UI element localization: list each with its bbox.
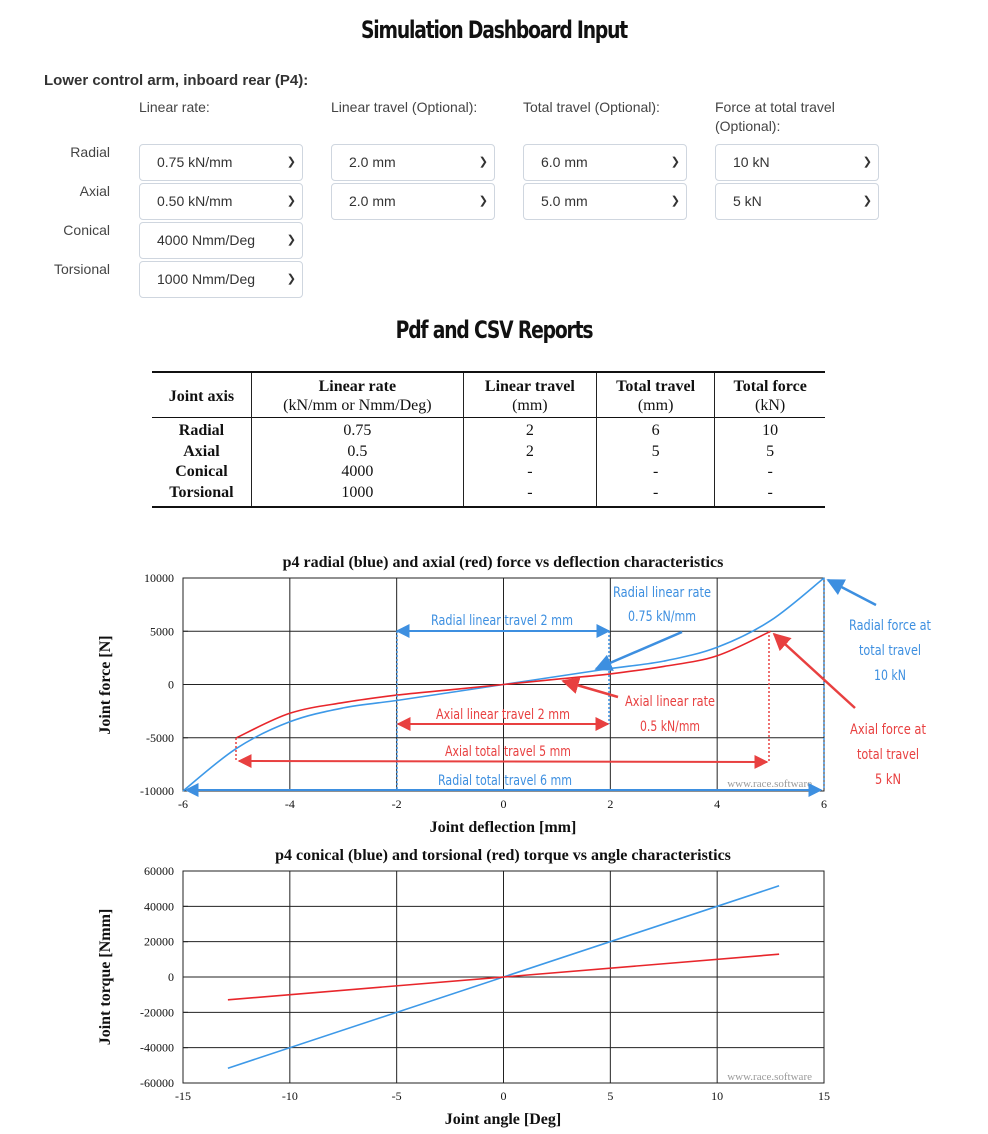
select-value: 5.0 mm xyxy=(541,193,588,209)
select-value: 10 kN xyxy=(733,154,770,170)
torsional-linear-rate-select[interactable] xyxy=(139,261,303,298)
table-row: Conical 4000 - - - xyxy=(152,462,825,483)
axial-linear-rate-select[interactable] xyxy=(139,183,303,220)
axial-force-total-arrow xyxy=(774,634,855,708)
x-tick-label: 6 xyxy=(821,797,827,811)
column-header-linear-travel: Linear travel (Optional): xyxy=(331,99,478,115)
watermark: www.race.software xyxy=(727,778,812,790)
select-value: 1000 Nmm/Deg xyxy=(157,271,256,287)
axial-force-total-label: Axial force at xyxy=(850,722,927,738)
radial-linear-rate-value: 0.75 kN/mm xyxy=(628,609,696,625)
radial-force-total-label: total travel xyxy=(859,643,921,659)
x-tick-label: -6 xyxy=(178,797,188,811)
form-title: Lower control arm, inboard rear (P4): xyxy=(44,72,309,89)
x-tick-label: 10 xyxy=(711,1089,724,1103)
x-tick-label: -2 xyxy=(391,797,402,811)
select-value: 6.0 mm xyxy=(541,154,588,170)
y-tick-label: 10000 xyxy=(144,571,174,585)
x-tick-label: 0 xyxy=(500,1089,507,1103)
force-deflection-chart xyxy=(0,540,988,840)
y-tick-label: 40000 xyxy=(144,899,174,914)
row-label-torsional: Torsional xyxy=(53,261,110,277)
radial-force-total-arrow xyxy=(828,580,876,605)
table-header: Joint axis xyxy=(152,372,251,418)
y-tick-label: 0 xyxy=(168,970,174,984)
table-row: Axial 0.5 2 5 5 xyxy=(152,442,825,463)
row-label-radial: Radial xyxy=(70,144,110,160)
dashboard-title: Simulation Dashboard Input xyxy=(360,16,628,44)
chevron-down-icon: ❯ xyxy=(286,195,296,207)
x-tick-label: 2 xyxy=(607,797,614,811)
table-header: Linear rate (kN/mm or Nmm/Deg) xyxy=(251,372,463,418)
axial-force-total-label: total travel xyxy=(857,747,919,763)
y-axis-label: Joint torque [Nmm] xyxy=(97,908,114,1046)
chevron-down-icon: ❯ xyxy=(286,273,296,285)
y-axis-label: Joint force [N] xyxy=(97,635,114,735)
chevron-down-icon: ❯ xyxy=(670,156,680,168)
y-tick-label: -40000 xyxy=(140,1040,174,1055)
y-tick-label: 5000 xyxy=(150,624,174,639)
table-header: Linear travel (mm) xyxy=(463,372,596,418)
axial-total-travel-select[interactable] xyxy=(523,183,687,220)
x-tick-label: -4 xyxy=(284,797,295,811)
chevron-down-icon: ❯ xyxy=(862,156,872,168)
x-tick-label: 4 xyxy=(714,797,721,811)
select-value: 2.0 mm xyxy=(349,154,396,170)
x-tick-label: -10 xyxy=(281,1089,298,1103)
column-header-force-total: Force at total travel (Optional): xyxy=(715,99,835,134)
axial-force-total-select[interactable] xyxy=(715,183,879,220)
radial-total-travel-label: Radial total travel 6 mm xyxy=(438,773,572,789)
select-value: 0.75 kN/mm xyxy=(157,154,233,170)
radial-force-total-label: Radial force at xyxy=(849,618,932,634)
chart-title: p4 conical (blue) and torsional (red) torque vs angle characteristics xyxy=(275,847,731,864)
radial-force-total-value: 10 kN xyxy=(874,668,906,684)
row-label-axial: Axial xyxy=(79,183,110,199)
reports-title: Pdf and CSV Reports xyxy=(395,316,593,344)
select-value: 4000 Nmm/Deg xyxy=(157,232,256,248)
table-row: Torsional 1000 - - - xyxy=(152,483,825,507)
torque-angle-chart xyxy=(0,840,988,1134)
column-header-linear-rate: Linear rate: xyxy=(139,99,210,115)
radial-linear-travel-select[interactable] xyxy=(331,144,495,181)
axial-linear-travel-select[interactable] xyxy=(331,183,495,220)
report-table xyxy=(152,371,825,508)
axial-linear-rate-value: 0.5 kN/mm xyxy=(640,719,700,735)
select-value: 2.0 mm xyxy=(349,193,396,209)
x-axis-label: Joint deflection [mm] xyxy=(429,819,577,836)
table-header: Total travel (mm) xyxy=(596,372,714,418)
y-tick-label: -5000 xyxy=(146,730,174,745)
chevron-down-icon: ❯ xyxy=(670,195,680,207)
x-tick-label: -15 xyxy=(175,1089,191,1103)
row-label-conical: Conical xyxy=(63,222,110,238)
chevron-down-icon: ❯ xyxy=(478,156,488,168)
axial-total-travel-label: Axial total travel 5 mm xyxy=(445,744,571,760)
y-tick-label: -20000 xyxy=(140,1005,174,1020)
table-header: Total force (kN) xyxy=(733,378,807,414)
radial-linear-rate-label: Radial linear rate xyxy=(613,585,711,601)
select-value: 0.50 kN/mm xyxy=(157,193,233,209)
x-tick-label: -5 xyxy=(391,1089,402,1103)
radial-linear-rate-select[interactable] xyxy=(139,144,303,181)
chart-title: p4 radial (blue) and axial (red) force vs deflection characteristics xyxy=(282,554,724,571)
axial-linear-travel-label: Axial linear travel 2 mm xyxy=(436,707,570,723)
radial-force-total-select[interactable] xyxy=(715,144,879,181)
radial-linear-rate-arrow xyxy=(596,632,682,669)
column-header-total-travel: Total travel (Optional): xyxy=(523,99,660,115)
x-tick-label: 15 xyxy=(818,1089,830,1103)
axial-force-total-value: 5 kN xyxy=(875,772,901,788)
x-axis-label: Joint angle [Deg] xyxy=(444,1111,562,1128)
watermark: www.race.software xyxy=(727,1071,812,1083)
radial-linear-travel-label: Radial linear travel 2 mm xyxy=(431,613,573,629)
axial-linear-rate-label: Axial linear rate xyxy=(625,694,715,710)
chevron-down-icon: ❯ xyxy=(862,195,872,207)
y-tick-label: 20000 xyxy=(144,934,174,949)
y-tick-label: -60000 xyxy=(140,1076,174,1090)
chevron-down-icon: ❯ xyxy=(286,156,296,168)
y-tick-label: -10000 xyxy=(140,784,174,798)
conical-linear-rate-select[interactable] xyxy=(139,222,303,259)
chevron-down-icon: ❯ xyxy=(286,234,296,246)
chevron-down-icon: ❯ xyxy=(478,195,488,207)
y-tick-label: 60000 xyxy=(144,864,174,878)
table-row: Radial 0.75 2 6 10 xyxy=(152,418,825,442)
select-value: 5 kN xyxy=(733,193,762,209)
x-tick-label: 5 xyxy=(607,1089,614,1103)
y-tick-label: 0 xyxy=(168,677,174,692)
radial-total-travel-select[interactable] xyxy=(523,144,687,181)
axial-total-travel-arrow xyxy=(239,761,767,762)
x-tick-label: 0 xyxy=(500,797,507,811)
